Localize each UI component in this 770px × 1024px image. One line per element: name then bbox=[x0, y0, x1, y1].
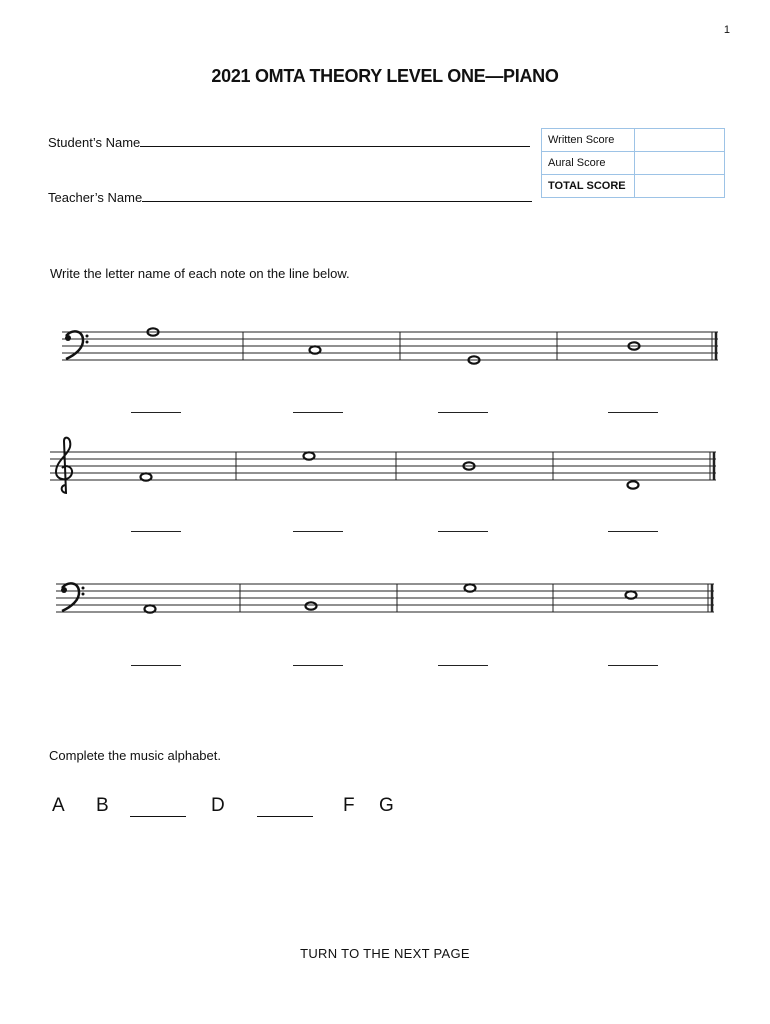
score-table bbox=[541, 128, 725, 198]
alphabet-letter: B bbox=[96, 795, 109, 816]
teacher-name-label: Teacher’s Name bbox=[48, 190, 143, 205]
score-label: TOTAL SCORE bbox=[542, 175, 635, 198]
answer-blank[interactable] bbox=[608, 411, 658, 413]
answer-blank[interactable] bbox=[608, 664, 658, 666]
page-title: 2021 OMTA THEORY LEVEL ONE—PIANO bbox=[211, 66, 559, 86]
score-row bbox=[542, 152, 725, 175]
staff-2 bbox=[0, 435, 770, 525]
answer-blank[interactable] bbox=[438, 664, 488, 666]
alphabet-letter: F bbox=[343, 795, 355, 816]
answer-blank[interactable] bbox=[131, 411, 181, 413]
notes-instruction: Write the letter name of each note on the line below. bbox=[50, 266, 350, 281]
score-value[interactable] bbox=[635, 129, 725, 152]
student-name-label: Student’s Name bbox=[48, 135, 141, 150]
bass-clef-icon bbox=[61, 583, 85, 611]
staff-3 bbox=[0, 570, 770, 660]
page-number: 1 bbox=[723, 24, 730, 36]
teacher-name-field[interactable] bbox=[48, 188, 532, 205]
teacher-name-line[interactable] bbox=[142, 188, 532, 202]
score-value[interactable] bbox=[635, 152, 725, 175]
alphabet-blank[interactable] bbox=[130, 816, 186, 817]
alphabet-blank[interactable] bbox=[257, 816, 313, 817]
note-head bbox=[306, 602, 317, 609]
student-name-line[interactable] bbox=[140, 133, 530, 147]
answer-blank[interactable] bbox=[293, 664, 343, 666]
answer-blank[interactable] bbox=[131, 530, 181, 532]
score-row bbox=[542, 175, 725, 198]
alphabet-letter: A bbox=[52, 795, 65, 816]
note-head bbox=[628, 481, 639, 488]
answer-blank[interactable] bbox=[608, 530, 658, 532]
bass-clef-icon bbox=[65, 331, 89, 359]
answer-blank[interactable] bbox=[131, 664, 181, 666]
score-row bbox=[542, 129, 725, 152]
student-name-field[interactable] bbox=[48, 133, 530, 150]
score-label: Aural Score bbox=[542, 152, 635, 175]
answer-blank[interactable] bbox=[438, 530, 488, 532]
footer-text: TURN TO THE NEXT PAGE bbox=[300, 946, 470, 961]
answer-blank[interactable] bbox=[438, 411, 488, 413]
answer-blank[interactable] bbox=[293, 411, 343, 413]
staff-1 bbox=[0, 315, 770, 405]
alphabet-letter: G bbox=[379, 795, 394, 816]
alphabet-letter: D bbox=[211, 795, 225, 816]
score-value[interactable] bbox=[635, 175, 725, 198]
treble-clef-icon bbox=[56, 438, 72, 493]
alphabet-instruction: Complete the music alphabet. bbox=[49, 748, 221, 763]
score-label: Written Score bbox=[542, 129, 635, 152]
answer-blank[interactable] bbox=[293, 530, 343, 532]
